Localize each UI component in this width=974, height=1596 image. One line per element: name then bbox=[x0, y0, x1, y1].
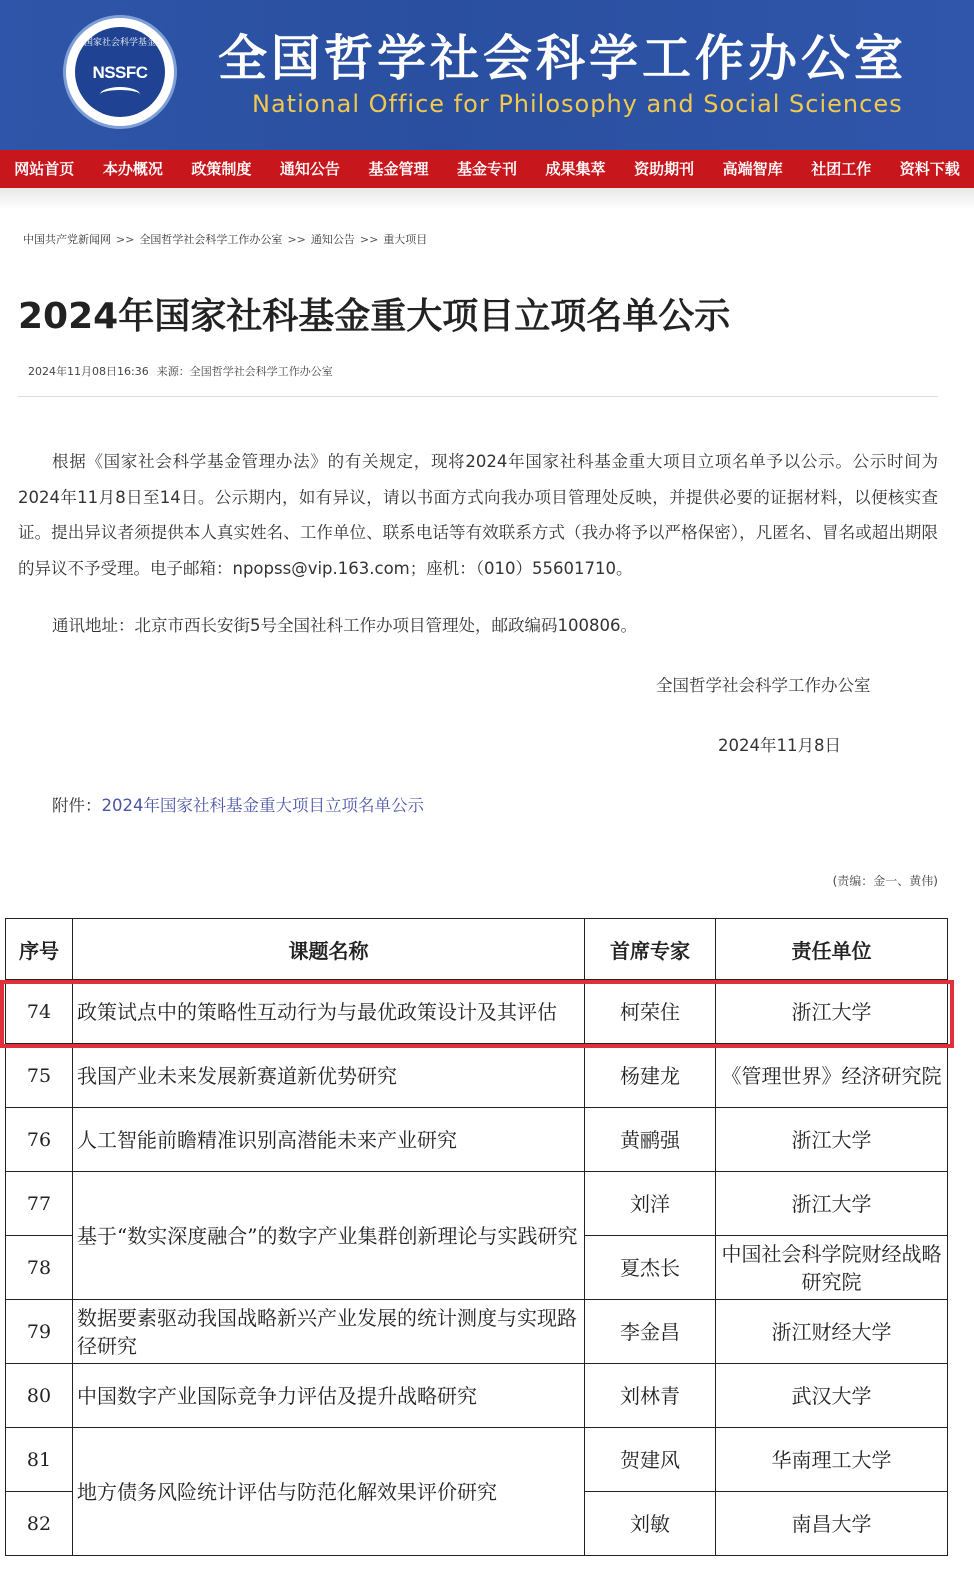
nav-item-notices[interactable]: 通知公告 bbox=[279, 160, 340, 178]
nav-item-think-tanks[interactable]: 高端智库 bbox=[722, 160, 783, 178]
row-num: 77 bbox=[6, 1172, 73, 1236]
project-table bbox=[5, 918, 948, 1556]
divider bbox=[18, 396, 938, 397]
row-unit: 浙江大学 bbox=[716, 1108, 948, 1172]
row-title: 人工智能前瞻精准识别高潜能未来产业研究 bbox=[73, 1108, 585, 1172]
row-num: 81 bbox=[6, 1428, 73, 1492]
attachment bbox=[52, 792, 424, 816]
article-paragraph: 根据《国家社会科学基金管理办法》的有关规定，现将2024年国家社科基金重大项目立项名单予以公示。公示时间为2024年11月8日至14日。公示期内，如有异议，请以书面方式向我办项目管理处反映，并提供必要的证据材料，以便核实查证。提出异议者须提供本人真实姓名、工作单位、联系电话等有效联系方式（我办将予以严格保密），凡匿名、冒名或超出期限的异议不予受理。电子邮箱：npopss@vip.163.com；座机：（010）55601710。 bbox=[18, 452, 938, 578]
logo-emblem bbox=[75, 27, 165, 117]
nav-item-about[interactable]: 本办概况 bbox=[102, 160, 163, 178]
breadcrumb-item-people[interactable]: 中国共产党新闻网 bbox=[23, 233, 111, 246]
header-unit: 责任单位 bbox=[716, 919, 948, 980]
breadcrumb-separator: >> bbox=[116, 233, 135, 246]
header-expert: 首席专家 bbox=[585, 919, 716, 980]
row-unit: 武汉大学 bbox=[716, 1364, 948, 1428]
logo-ring-text: 国家社会科学基金 bbox=[83, 38, 156, 48]
nav-item-funded-journals[interactable]: 资助期刊 bbox=[634, 160, 695, 178]
article-source: 来源：全国哲学社会科学工作办公室 bbox=[156, 365, 333, 378]
row-expert: 李金昌 bbox=[585, 1300, 716, 1364]
nav-item-fund-journal[interactable]: 基金专刊 bbox=[457, 160, 518, 178]
row-num: 82 bbox=[6, 1492, 73, 1556]
article-meta bbox=[28, 363, 341, 379]
row-title: 数据要素驱动我国战略新兴产业发展的统计测度与实现路径研究 bbox=[73, 1300, 585, 1364]
breadcrumb-item-notices[interactable]: 通知公告 bbox=[310, 233, 355, 246]
site-header bbox=[0, 0, 974, 150]
row-unit: 华南理工大学 bbox=[716, 1428, 948, 1492]
nav-item-fund-management[interactable]: 基金管理 bbox=[368, 160, 429, 178]
signer: 全国哲学社会科学工作办公室 bbox=[656, 676, 871, 695]
nav-shadow bbox=[0, 188, 974, 210]
row-title: 基于“数实深度融合”的数字产业集群创新理论与实践研究 bbox=[73, 1172, 585, 1300]
row-num: 76 bbox=[6, 1108, 73, 1172]
table-header-row bbox=[6, 919, 948, 980]
table-row bbox=[6, 1044, 948, 1108]
attachment-link[interactable]: 2024年国家社科基金重大项目立项名单公示 bbox=[101, 796, 424, 815]
breadcrumb-separator: >> bbox=[287, 233, 306, 246]
header-title: 课题名称 bbox=[73, 919, 585, 980]
row-unit: 浙江大学 bbox=[716, 1172, 948, 1236]
table-row bbox=[6, 1364, 948, 1428]
breadcrumb-separator: >> bbox=[359, 233, 379, 246]
row-unit: 南昌大学 bbox=[716, 1492, 948, 1556]
table-row bbox=[6, 980, 948, 1044]
row-unit: 中国社会科学院财经战略研究院 bbox=[716, 1236, 948, 1300]
attachment-label: 附件： bbox=[52, 796, 102, 815]
mailing-address: 通讯地址：北京市西长安街5号全国社科工作办项目管理处，邮政编码100806。 bbox=[52, 616, 637, 635]
article-datetime: 2024年11月08日16:36 bbox=[28, 365, 149, 378]
row-title: 中国数字产业国际竞争力评估及提升战略研究 bbox=[73, 1364, 585, 1428]
row-expert: 贺建风 bbox=[585, 1428, 716, 1492]
sign-date: 2024年11月8日 bbox=[718, 736, 841, 755]
table-row bbox=[6, 1300, 948, 1364]
row-unit: 浙江财经大学 bbox=[716, 1300, 948, 1364]
row-expert: 杨建龙 bbox=[585, 1044, 716, 1108]
row-num: 79 bbox=[6, 1300, 73, 1364]
page-title: 2024年国家社科基金重大项目立项名单公示 bbox=[18, 296, 731, 337]
breadcrumb-item-office[interactable]: 全国哲学社会科学工作办公室 bbox=[139, 233, 283, 246]
nav-item-policy[interactable]: 政策制度 bbox=[191, 160, 252, 178]
site-subtitle: National Office for Philosophy and Social Sciences bbox=[252, 90, 903, 118]
row-num: 75 bbox=[6, 1044, 73, 1108]
site-title: 全国哲学社会科学工作办公室 bbox=[218, 29, 908, 87]
row-expert: 刘洋 bbox=[585, 1172, 716, 1236]
row-title: 政策试点中的策略性互动行为与最优政策设计及其评估 bbox=[73, 980, 585, 1044]
nav-item-home[interactable]: 网站首页 bbox=[14, 160, 75, 178]
editor-credit: (责编：金一、黄伟) bbox=[832, 874, 938, 888]
table-row bbox=[6, 1172, 948, 1236]
row-title: 我国产业未来发展新赛道新优势研究 bbox=[73, 1044, 585, 1108]
row-num: 80 bbox=[6, 1364, 73, 1428]
nav-item-achievements[interactable]: 成果集萃 bbox=[545, 160, 606, 178]
row-expert: 黄鹂强 bbox=[585, 1108, 716, 1172]
row-expert: 刘林青 bbox=[585, 1364, 716, 1428]
row-expert: 刘敏 bbox=[585, 1492, 716, 1556]
breadcrumb bbox=[23, 231, 427, 247]
row-expert: 夏杰长 bbox=[585, 1236, 716, 1300]
book-icon bbox=[100, 87, 140, 102]
row-num: 78 bbox=[6, 1236, 73, 1300]
breadcrumb-item-major-projects[interactable]: 重大项目 bbox=[383, 233, 428, 246]
nssfc-logo[interactable] bbox=[66, 18, 174, 126]
table-row bbox=[6, 1428, 948, 1492]
logo-abbr: NSSFC bbox=[92, 63, 148, 82]
table-row bbox=[6, 1108, 948, 1172]
row-unit: 浙江大学 bbox=[716, 980, 948, 1044]
row-num: 74 bbox=[6, 980, 73, 1044]
row-unit: 《管理世界》经济研究院 bbox=[716, 1044, 948, 1108]
nav-item-societies[interactable]: 社团工作 bbox=[811, 160, 872, 178]
row-title: 地方债务风险统计评估与防范化解效果评价研究 bbox=[73, 1428, 585, 1556]
header-num: 序号 bbox=[6, 919, 73, 980]
main-nav bbox=[0, 150, 974, 188]
nav-item-downloads[interactable]: 资料下载 bbox=[899, 160, 960, 178]
row-expert: 柯荣住 bbox=[585, 980, 716, 1044]
